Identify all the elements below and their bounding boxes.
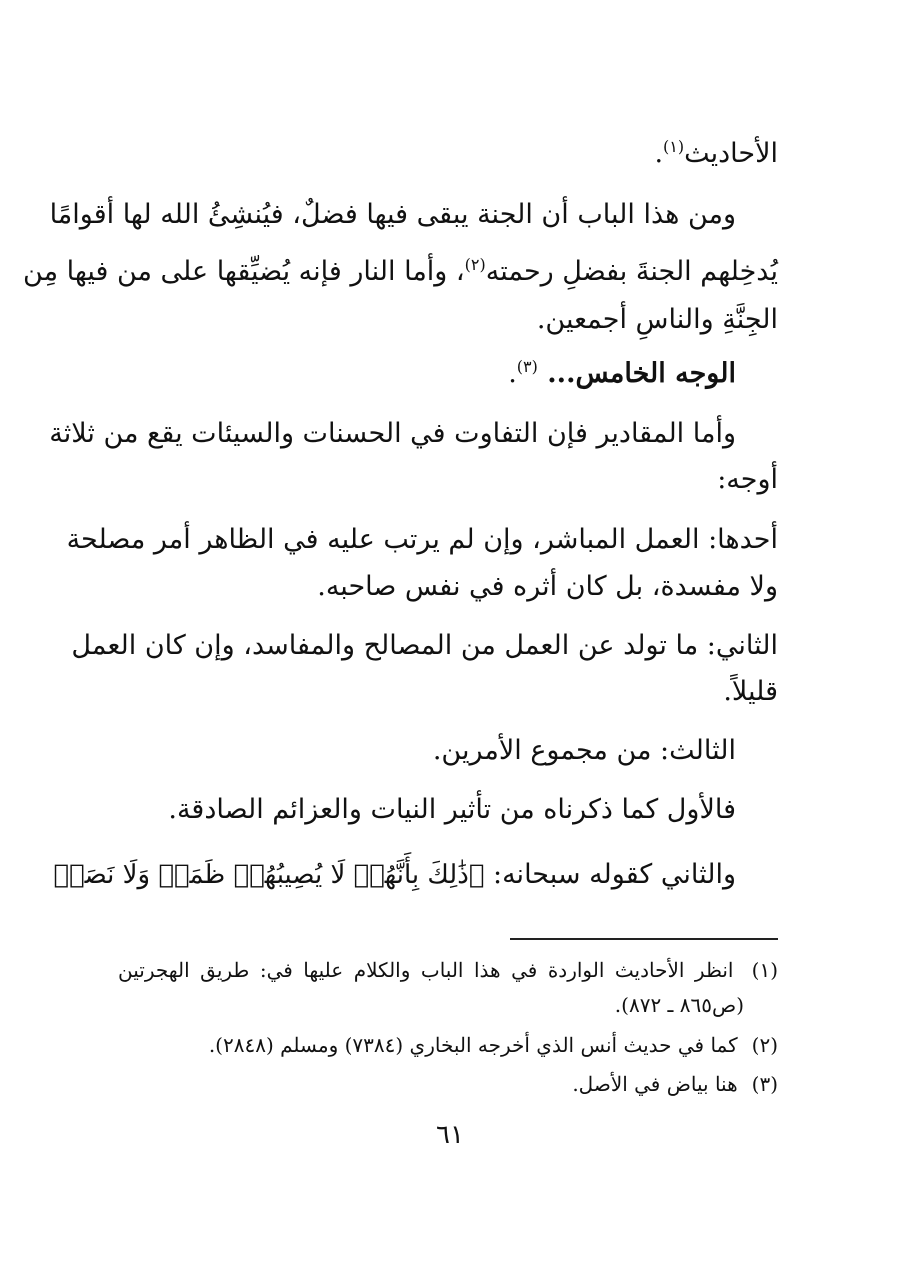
footnote-3	[118, 1069, 778, 1099]
text-line-8: أحدها: العمل المباشر، وإن لم يرتب عليه في الظاهر أمر مصلحة	[66, 524, 778, 555]
quran-verse: ﴿ذَٰلِكَ بِأَنَّهُمۡ لَا يُصِيبُهُمۡ ظَمَأٞ وَلَا نَصَبٞ	[53, 860, 485, 890]
footnote-1	[118, 955, 778, 985]
text-line-9: ولا مفسدة، بل كان أثره في نفس صاحبه.	[317, 571, 778, 602]
text-line-3	[23, 254, 778, 290]
text-line-2: ومن هذا الباب أن الجنة يبقى فيها فضلٌ، فيُنشِئُ الله لها أقوامًا	[49, 199, 736, 230]
text-line-13: فالأول كما ذكرناه من تأثير النيات والعزائم الصادقة.	[168, 794, 736, 825]
text-line-12: الثالث: من مجموع الأمرين.	[432, 735, 736, 766]
section-heading	[118, 356, 778, 392]
line-3-part-a: يُدخِلهم الجنةَ بفضلِ رحمته	[485, 256, 778, 287]
footnote-ref-2[interactable]: (٢)	[464, 255, 486, 274]
footnote-2-text: كما في حديث أنس الذي أخرجه البخاري (٧٣٨٤) ومسلم (٢٨٤٨).	[208, 1033, 738, 1057]
footnote-ref-1[interactable]: (١)	[663, 137, 685, 156]
text-line-7: أوجه:	[717, 464, 778, 495]
heading-end: .	[508, 358, 517, 389]
line-3-part-b: ، وأما النار فإنه يُضيِّقها على من فيها مِن	[23, 256, 465, 287]
footnote-1-number: (١)	[751, 958, 778, 982]
page-number: ٦١	[436, 1120, 464, 1150]
footnote-1-continuation: (ص٨٦٥ ـ ٨٧٢).	[614, 993, 744, 1017]
line-1-end: .	[654, 138, 664, 169]
text-line-4: الجِنَّةِ والناسِ أجمعين.	[536, 304, 778, 335]
text-line-1	[118, 136, 778, 172]
footnote-2-number: (٢)	[751, 1033, 778, 1057]
footnote-3-text: هنا بياض في الأصل.	[572, 1072, 738, 1096]
footnote-ref-3[interactable]: (٣)	[516, 357, 538, 376]
footnote-1-text: انظر الأحاديث الواردة في هذا الباب والكلام عليها في: طريق الهجرتين	[118, 958, 734, 982]
text-line-10: الثاني: ما تولد عن العمل من المصالح والمفاسد، وإن كان العمل	[71, 630, 778, 661]
footnote-2	[118, 1030, 778, 1060]
line-1-text: الأحاديث	[684, 138, 778, 169]
footnote-separator	[510, 938, 778, 940]
footnote-3-number: (٣)	[751, 1072, 778, 1096]
line-14-intro: والثاني كقوله سبحانه:	[484, 859, 736, 890]
heading-fifth-aspect: الوجه الخامس...	[537, 358, 736, 389]
text-line-14	[53, 857, 778, 893]
text-line-11: قليلاً.	[723, 676, 778, 707]
text-line-6: وأما المقادير فإن التفاوت في الحسنات والسيئات يقع من ثلاثة	[49, 418, 736, 449]
